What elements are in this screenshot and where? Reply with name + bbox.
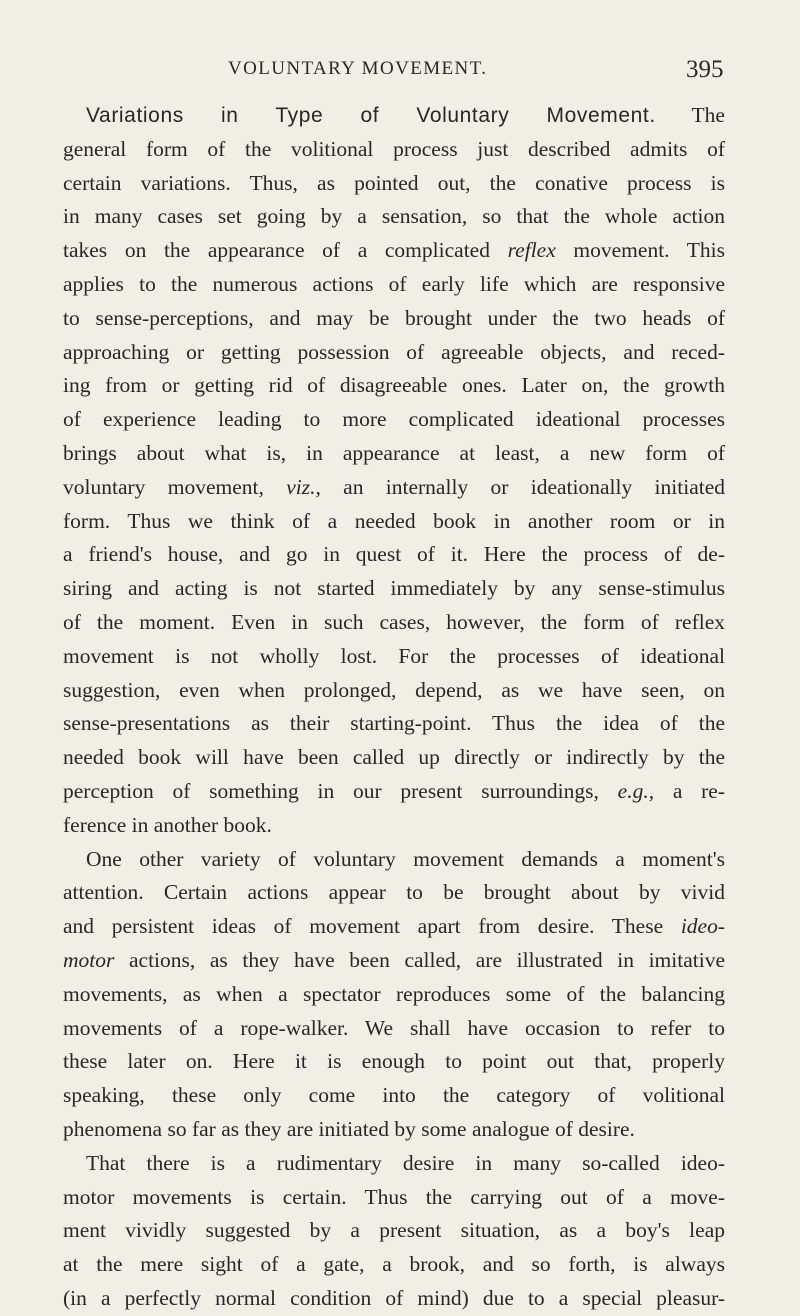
page-number: 395 [686, 56, 724, 83]
text-line: of the moment. Even in such cases, however, the form of reflex [63, 609, 725, 634]
body-text [63, 99, 725, 1316]
text-line: general form of the volitional process just described admits of [63, 136, 725, 161]
text-line: ing from or getting rid of disagreeable ones. Later on, the growth [63, 373, 725, 398]
text-line: phenomena so far as they are initiated by some analogue of desire. [63, 1116, 635, 1141]
text-line: certain variations. Thus, as pointed out, the conative process is [63, 170, 725, 195]
text-line: siring and acting is not started immediately by any sense-stimulus [63, 576, 725, 601]
running-head: VOLUNTARY MOVEMENT. [228, 58, 488, 79]
text-line: approaching or getting possession of agreeable objects, and reced- [63, 339, 725, 364]
text-line: voluntary movement, viz., an internally or ideationally initiated [63, 474, 725, 499]
text-line: (in a perfectly normal condition of mind) due to a special pleasur- [63, 1285, 725, 1310]
emphasis: viz., [286, 474, 321, 499]
text-line: form. Thus we think of a needed book in another room or in [63, 508, 725, 533]
text-line: suggestion, even when prolonged, depend, as we have seen, on [63, 677, 725, 702]
text-line: brings about what is, in appearance at least, a new form of [63, 440, 725, 465]
text-line: movements of a rope-walker. We shall have occasion to refer to [63, 1015, 725, 1040]
emphasis: e.g., [617, 778, 655, 803]
text-line: movements, as when a spectator reproduces some of the balancing [63, 981, 725, 1006]
text-line: in many cases set going by a sensation, so that the whole action [63, 204, 725, 229]
emphasis: reflex [507, 238, 556, 263]
text-line: to sense-perceptions, and may be brought under the two heads of [63, 305, 725, 330]
text-line: a friend's house, and go in quest of it. Here the process of de- [63, 542, 725, 567]
emphasis: motor [63, 947, 115, 972]
text-line: applies to the numerous actions of early life which are responsive [63, 271, 725, 296]
paragraph-3 [63, 1147, 725, 1316]
paragraph-2 [63, 843, 725, 1147]
text-line: That there is a rudimentary desire in many so-called ideo- [86, 1150, 725, 1175]
text-line: ment vividly suggested by a present situation, as a boy's leap [63, 1218, 725, 1243]
text-line: ference in another book. [63, 812, 272, 837]
text-line: One other variety of voluntary movement demands a moment's [86, 846, 725, 871]
text-line: these later on. Here it is enough to point out that, properly [63, 1049, 725, 1074]
text-line: Variations in Type of Voluntary Movement. The [86, 103, 725, 127]
paragraph-1 [63, 99, 725, 843]
text-line: takes on the appearance of a complicated reflex movement. This [63, 238, 726, 263]
text-line: speaking, these only come into the category of volitional [63, 1083, 725, 1108]
text-line: and persistent ideas of movement apart from desire. These ideo- [63, 914, 726, 939]
emphasis: ideo- [680, 914, 726, 939]
text-line: needed book will have been called up directly or indirectly by the [63, 745, 725, 770]
text-line: sense-presentations as their starting-point. Thus the idea of the [63, 711, 725, 736]
text-line: motor actions, as they have been called, are illustrated in imitative [63, 947, 725, 972]
text-line: at the mere sight of a gate, a brook, and so forth, is always [63, 1252, 725, 1277]
text-line: motor movements is certain. Thus the carrying out of a move- [63, 1184, 725, 1209]
text-line: movement is not wholly lost. For the processes of ideational [63, 643, 725, 668]
section-heading: Variations in Type of Voluntary Movement. [86, 104, 656, 127]
text-line: of experience leading to more complicated ideational processes [63, 407, 725, 432]
text-line: perception of something in our present surroundings, e.g., a re- [63, 778, 726, 803]
text-line: attention. Certain actions appear to be brought about by vivid [63, 880, 725, 905]
